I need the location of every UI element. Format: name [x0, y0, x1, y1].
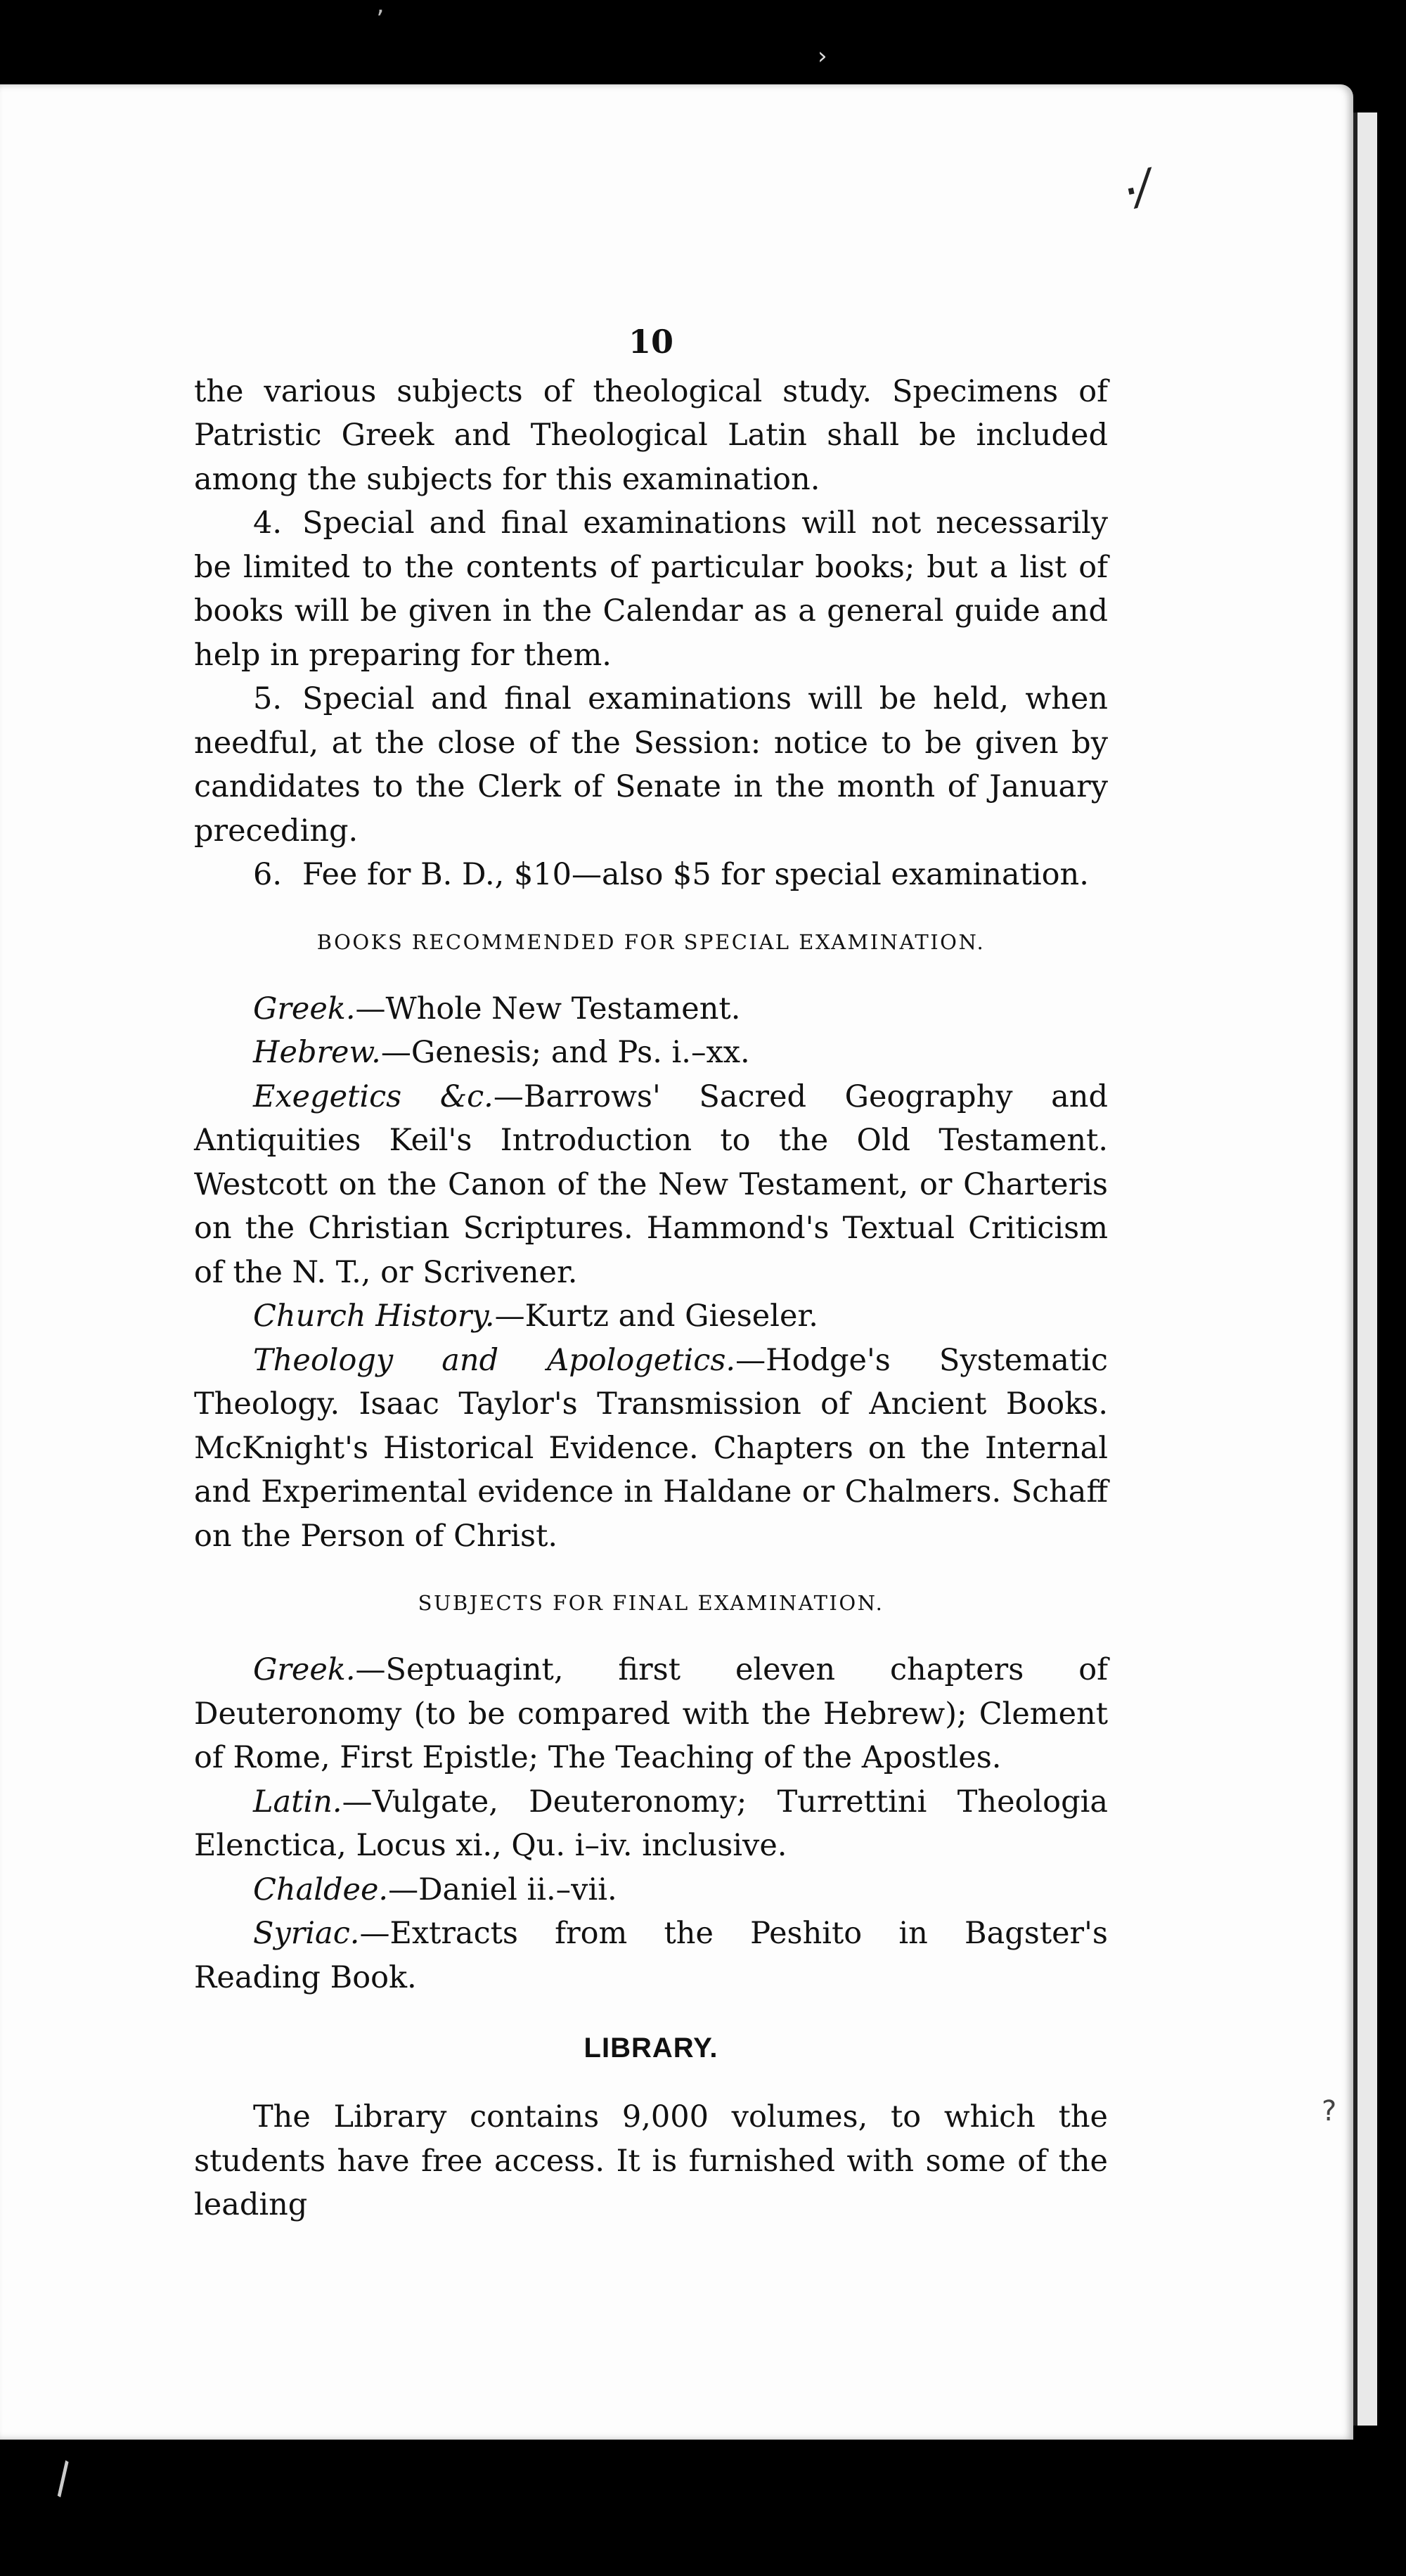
rule-number: 5. — [253, 681, 283, 716]
subject-entry — [194, 1868, 1108, 1912]
book-entry — [194, 1294, 1108, 1339]
entry-text: —Daniel ii.–vii. — [388, 1872, 617, 1907]
entry-text: —Barrows' Sacred Geography and Antiquities Keil's Introduction to the Old Testament. Westcott on the Canon of the New Testament, or Charteris on the Christian Scriptures. Hammond's Textual Criticism of the N. T., or Scrivener. — [194, 1078, 1108, 1290]
entry-text: —Extracts from the Peshito in Bagster's Reading Book. — [194, 1916, 1108, 1995]
scan-speck-icon: ? — [1322, 2095, 1337, 2127]
entry-subject: Hebrew. — [253, 1035, 381, 1070]
book-entry — [194, 1075, 1108, 1295]
entry-subject: Syriac. — [253, 1916, 360, 1951]
entry-subject: Chaldee. — [253, 1872, 389, 1907]
intro-paragraph: the various subjects of theological study. Specimens of Patristic Greek and Theological Latin shall be included among the subjects for this examination. — [194, 373, 1108, 497]
book-entry — [194, 1339, 1108, 1559]
book-entry — [194, 987, 1108, 1031]
scan-speck-icon: \ — [44, 2453, 82, 2504]
entry-subject: Latin. — [253, 1784, 342, 1820]
special-exam-heading: BOOKS RECOMMENDED FOR SPECIAL EXAMINATION. — [316, 929, 986, 954]
page-edge — [1353, 112, 1377, 2426]
scan-speck-icon: ʼ — [376, 6, 385, 34]
entry-subject: Theology and Apologetics. — [253, 1342, 736, 1378]
pencil-mark-icon: ·⁄ — [1117, 160, 1154, 221]
book-entry — [194, 1031, 1108, 1075]
rule-text: Special and final examinations will be held, when needful, at the close of the Session: notice to be given by candidates to the Clerk of Senate in the month of January preceding. — [194, 681, 1108, 849]
scan-speck-icon: › — [818, 42, 827, 70]
rule-item — [194, 501, 1108, 677]
rule-number: 4. — [253, 505, 283, 541]
final-exam-heading: SUBJECTS FOR FINAL EXAMINATION. — [418, 1591, 884, 1615]
entry-subject: Greek. — [253, 1652, 356, 1687]
entry-text: —Whole New Testament. — [355, 991, 741, 1026]
subject-entry — [194, 1780, 1108, 1868]
entry-subject: Exegetics &c. — [253, 1078, 494, 1114]
entry-text: —Vulgate, Deuteronomy; Turrettini Theologia Elenctica, Locus xi., Qu. i–iv. inclusive. — [194, 1784, 1108, 1863]
library-heading: LIBRARY. — [583, 2033, 718, 2063]
library-paragraph: The Library contains 9,000 volumes, to which the students have free access. It is furnished with some of the leading — [194, 2099, 1108, 2222]
subject-entry — [194, 1912, 1108, 1999]
page-number: 10 — [628, 323, 673, 361]
rule-item — [194, 853, 1108, 897]
document-body — [194, 320, 1108, 2227]
rule-text: Fee for B. D., $10—also $5 for special examination. — [302, 857, 1089, 892]
entry-text: —Kurtz and Gieseler. — [494, 1299, 818, 1334]
entry-subject: Greek. — [253, 991, 356, 1026]
rule-number: 6. — [253, 857, 283, 892]
rule-text: Special and final examinations will not necessarily be limited to the contents of particular books; but a list of books will be given in the Calendar as a general guide and help in preparing for them. — [194, 505, 1108, 673]
entry-subject: Church History. — [253, 1299, 495, 1334]
subject-entry — [194, 1648, 1108, 1780]
rule-item — [194, 677, 1108, 853]
entry-text: —Hodge's Systematic Theology. Isaac Taylor's Transmission of Ancient Books. McKnight's Historical Evidence. Chapters on the Internal and Experimental evidence in Haldane or Chalmers. Schaff on the Person of Christ. — [194, 1342, 1109, 1554]
entry-text: —Genesis; and Ps. i.–xx. — [380, 1035, 750, 1070]
entry-text: —Septuagint, first eleven chapters of Deuteronomy (to be compared with the Hebrew); Clement of Rome, First Epistle; The Teaching of the Apostles. — [194, 1652, 1108, 1775]
